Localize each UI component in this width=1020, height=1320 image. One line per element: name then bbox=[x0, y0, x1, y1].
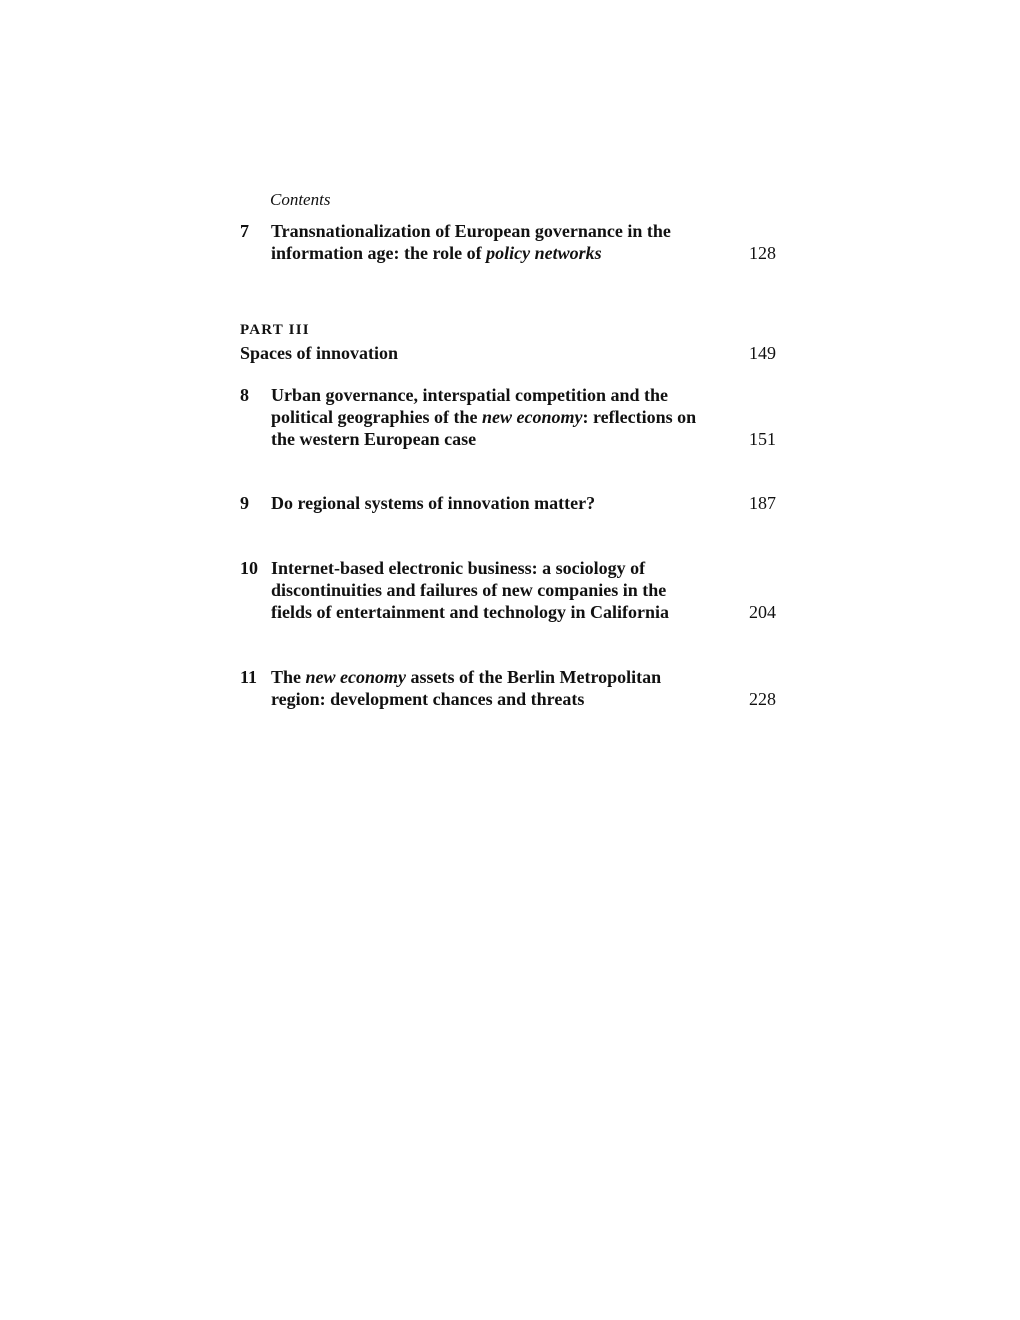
page-number: 149 bbox=[749, 343, 776, 363]
chapter-number: 9 bbox=[240, 493, 249, 513]
chapter-number: 11 bbox=[240, 667, 258, 687]
page-number: 151 bbox=[749, 429, 776, 449]
part-title: Spaces of innovation bbox=[240, 343, 399, 363]
page-number: 128 bbox=[749, 243, 776, 263]
chapter-number: 10 bbox=[240, 558, 258, 578]
toc-entry-10[interactable] bbox=[240, 557, 776, 623]
chapter-title: Internet-based electronic business: a sociology of discontinuities and failures of new companies in the fields of entertainment and technology in California bbox=[271, 558, 669, 622]
running-head: Contents bbox=[270, 190, 331, 209]
chapter-title: Urban governance, interspatial competition and the political geographies of the new economy: reflections on the western European case bbox=[271, 385, 697, 449]
page-number: 204 bbox=[749, 602, 776, 622]
toc-entry-8[interactable] bbox=[240, 384, 776, 450]
toc-entry-7[interactable] bbox=[240, 220, 776, 264]
page-number: 187 bbox=[749, 493, 776, 513]
part-heading[interactable] bbox=[240, 321, 776, 364]
chapter-title: The new economy assets of the Berlin Metropolitan region: development chances and threats bbox=[271, 667, 662, 709]
chapter-title: Do regional systems of innovation matter? bbox=[271, 493, 596, 513]
chapter-number: 8 bbox=[240, 385, 249, 405]
part-label: PART III bbox=[240, 322, 310, 338]
toc-entry-9[interactable] bbox=[240, 492, 776, 514]
page-number: 228 bbox=[749, 689, 776, 709]
chapter-number: 7 bbox=[240, 221, 249, 241]
chapter-title: Transnationalization of European governance in the information age: the role of policy networks bbox=[271, 221, 671, 263]
toc-entry-11[interactable] bbox=[240, 666, 776, 710]
